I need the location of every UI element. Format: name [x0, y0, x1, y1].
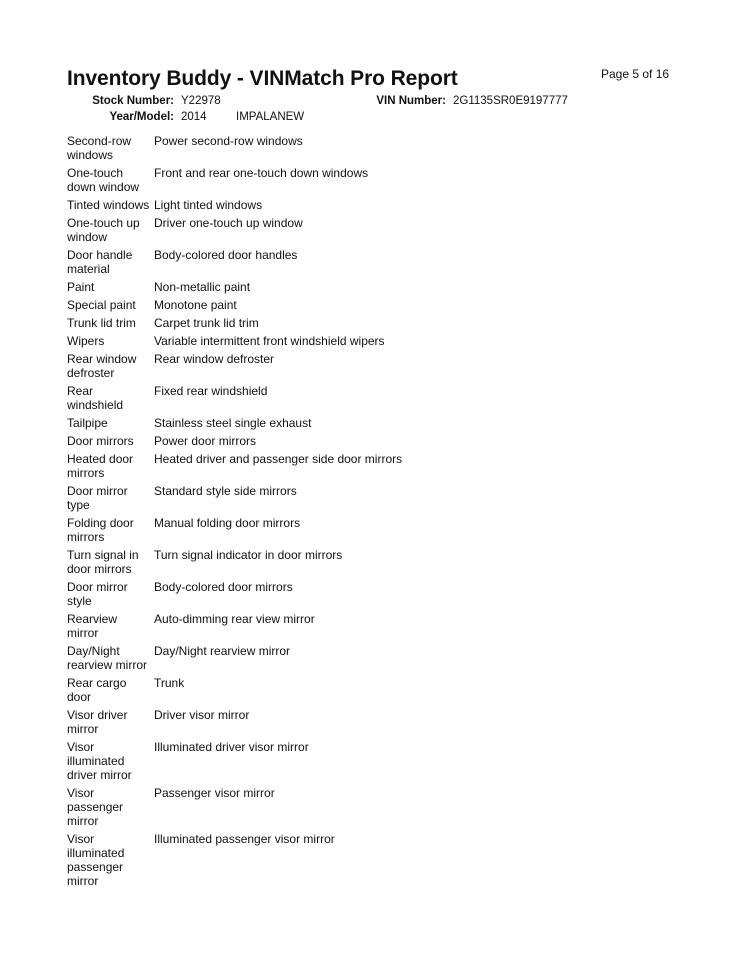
- feature-row-folding-door-mirrors: [67, 515, 687, 547]
- feature-row-tinted-windows: [67, 197, 687, 215]
- feature-description: Heated driver and passenger side door mirrors: [154, 452, 403, 466]
- feature-name: Special paint: [67, 298, 136, 312]
- feature-row-door-mirror-type: [67, 483, 687, 515]
- feature-name: Wipers: [67, 334, 105, 348]
- feature-row-rearview-mirror: [67, 611, 687, 643]
- feature-name: Folding door mirrors: [67, 516, 134, 544]
- feature-description: Passenger visor mirror: [154, 786, 275, 800]
- model-value: IMPALANEW: [236, 111, 305, 123]
- feature-row-door-mirrors: [67, 433, 687, 451]
- feature-description: Fixed rear windshield: [154, 384, 268, 398]
- year-model-label: Year/Model:: [109, 111, 174, 123]
- feature-row-rear-cargo-door: [67, 675, 687, 707]
- feature-name: One-touch down window: [67, 166, 140, 194]
- vin-number-label: VIN Number:: [376, 95, 446, 107]
- feature-name: Visor illuminated driver mirror: [67, 740, 132, 782]
- vin-number-value: 2G1135SR0E9197777: [453, 95, 568, 107]
- feature-name: Heated door mirrors: [67, 452, 134, 480]
- feature-description: Body-colored door mirrors: [154, 580, 293, 594]
- feature-description: Rear window defroster: [154, 352, 275, 366]
- feature-name: Rear cargo door: [67, 676, 127, 704]
- feature-row-second-row-windows: [67, 133, 687, 165]
- feature-description: Front and rear one-touch down windows: [154, 166, 369, 180]
- feature-row-trunk-lid-trim: [67, 315, 687, 333]
- feature-row-tailpipe: [67, 415, 687, 433]
- feature-description: Driver one-touch up window: [154, 216, 303, 230]
- feature-row-day-night-rearview-mirror: [67, 643, 687, 675]
- feature-description: Manual folding door mirrors: [154, 516, 301, 530]
- feature-name: Turn signal in door mirrors: [67, 548, 139, 576]
- feature-name: Paint: [67, 280, 95, 294]
- stock-number-value: Y22978: [181, 95, 221, 107]
- feature-description: Turn signal indicator in door mirrors: [154, 548, 343, 562]
- feature-row-wipers: [67, 333, 687, 351]
- feature-description: Body-colored door handles: [154, 248, 298, 262]
- year-value: 2014: [181, 111, 207, 123]
- report-title: Inventory Buddy - VINMatch Pro Report: [67, 67, 458, 90]
- feature-name: Rear window defroster: [67, 352, 137, 380]
- feature-name: Door mirror style: [67, 580, 128, 608]
- feature-name: Rear windshield: [67, 384, 124, 412]
- feature-row-heated-door-mirrors: [67, 451, 687, 483]
- feature-description: Driver visor mirror: [154, 708, 250, 722]
- feature-name: Tailpipe: [67, 416, 108, 430]
- feature-row-turn-signal-in-door-mirrors: [67, 547, 687, 579]
- feature-row-visor-driver-mirror: [67, 707, 687, 739]
- feature-row-visor-illuminated-driver-mirror: [67, 739, 687, 785]
- feature-row-rear-windshield: [67, 383, 687, 415]
- feature-description: Light tinted windows: [154, 198, 263, 212]
- feature-name: One-touch up window: [67, 216, 140, 244]
- feature-row-rear-window-defroster: [67, 351, 687, 383]
- feature-description: Trunk: [154, 676, 185, 690]
- feature-description: Standard style side mirrors: [154, 484, 297, 498]
- feature-description: Power door mirrors: [154, 434, 257, 448]
- feature-description: Carpet trunk lid trim: [154, 316, 259, 330]
- feature-row-visor-illuminated-passenger-mirror: [67, 831, 687, 891]
- feature-name: Rearview mirror: [67, 612, 118, 640]
- feature-description: Stainless steel single exhaust: [154, 416, 312, 430]
- feature-name: Door handle material: [67, 248, 133, 276]
- feature-name: Second-row windows: [67, 134, 132, 162]
- feature-description: Illuminated driver visor mirror: [154, 740, 309, 754]
- feature-row-door-handle-material: [67, 247, 687, 279]
- feature-name: Visor driver mirror: [67, 708, 128, 736]
- feature-name: Door mirrors: [67, 434, 134, 448]
- feature-name: Tinted windows: [67, 198, 150, 212]
- page-number: Page 5 of 16: [601, 67, 670, 81]
- feature-name: Trunk lid trim: [67, 316, 136, 330]
- feature-list: [67, 133, 687, 891]
- feature-row-special-paint: [67, 297, 687, 315]
- stock-number-label: Stock Number:: [92, 95, 174, 107]
- feature-row-paint: [67, 279, 687, 297]
- feature-row-one-touch-up-window: [67, 215, 687, 247]
- feature-row-door-mirror-style: [67, 579, 687, 611]
- feature-name: Visor passenger mirror: [67, 786, 124, 828]
- feature-row-visor-passenger-mirror: [67, 785, 687, 831]
- feature-description: Auto-dimming rear view mirror: [154, 612, 315, 626]
- feature-name: Visor illuminated passenger mirror: [67, 832, 125, 888]
- feature-name: Day/Night rearview mirror: [67, 644, 148, 672]
- feature-description: Day/Night rearview mirror: [154, 644, 291, 658]
- feature-name: Door mirror type: [67, 484, 128, 512]
- feature-description: Monotone paint: [154, 298, 237, 312]
- feature-description: Non-metallic paint: [154, 280, 251, 294]
- feature-description: Illuminated passenger visor mirror: [154, 832, 335, 846]
- feature-description: Power second-row windows: [154, 134, 303, 148]
- feature-description: Variable intermittent front windshield wipers: [154, 334, 385, 348]
- feature-row-one-touch-down-window: [67, 165, 687, 197]
